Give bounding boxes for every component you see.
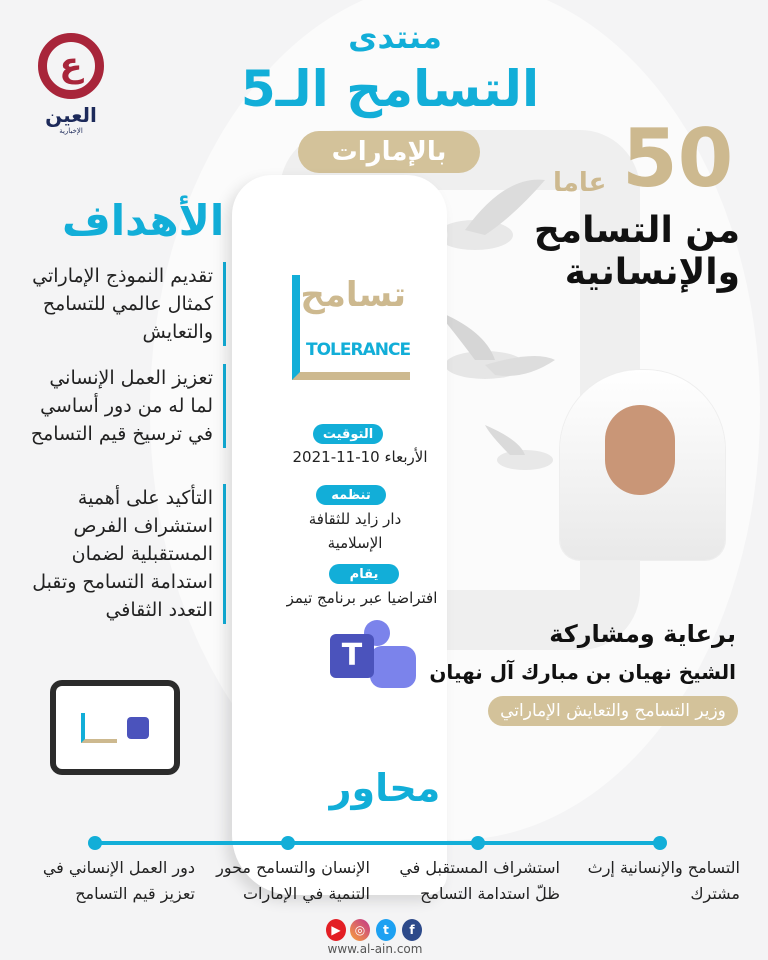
instagram-icon[interactable]: ◎ bbox=[350, 919, 370, 941]
anniversary-line2: والإنسانية bbox=[564, 252, 740, 293]
tolerance-logo-text: TOLERANCE bbox=[306, 340, 411, 360]
logo-mark: ع bbox=[38, 33, 104, 99]
anniversary-line1: من التسامح bbox=[533, 210, 740, 251]
youtube-icon[interactable]: ▶ bbox=[326, 919, 346, 941]
tablet-image bbox=[50, 680, 180, 775]
website-link[interactable]: www.al-ain.com bbox=[327, 942, 423, 956]
goals-title: الأهداف bbox=[62, 196, 225, 245]
venue-value: افتراضيا عبر برنامج تيمز bbox=[286, 589, 438, 607]
sponsor-photo bbox=[560, 370, 725, 560]
title-line1: منتدى bbox=[348, 18, 442, 56]
brand-subname: الإخبارية bbox=[59, 127, 83, 135]
sponsor-name: الشيخ نهيان بن مبارك آل نهيان bbox=[429, 660, 736, 684]
goal-item: التأكيد على أهمية استشراف الفرص المستقبلية لضمان استدامة التسامح وتقبل التعدد الثقافي bbox=[26, 484, 226, 624]
timeline-dot bbox=[653, 836, 667, 850]
dove-icon bbox=[480, 425, 570, 485]
timing-label: التوقيت bbox=[313, 424, 383, 444]
goal-item: تعزيز العمل الإنساني لما له من دور أساسي في ترسيخ قيم التسامح bbox=[26, 364, 226, 448]
organizer-label: تنظمه bbox=[316, 485, 386, 505]
venue-label: يقام bbox=[329, 564, 399, 584]
teams-icon bbox=[330, 618, 420, 690]
twitter-icon[interactable]: t bbox=[376, 919, 396, 941]
title-pill: بالإمارات bbox=[298, 131, 480, 173]
brand-logo bbox=[36, 33, 106, 135]
teams-letter: T bbox=[330, 634, 374, 678]
anniversary-number: 50 bbox=[622, 112, 734, 205]
sponsor-role: وزير التسامح والتعايش الإماراتي bbox=[488, 696, 738, 726]
title-line2: التسامح الـ5 bbox=[240, 60, 540, 118]
goal-item: تقديم النموذج الإماراتي كمثال عالمي للتسامح والتعايش bbox=[26, 262, 226, 346]
tablet-teams-icon bbox=[127, 717, 149, 739]
axis-item: استشراف المستقبل في ظلّ استدامة التسامح bbox=[399, 858, 560, 903]
tablet-tolerance-logo bbox=[81, 713, 117, 743]
timeline-dot bbox=[471, 836, 485, 850]
facebook-icon[interactable]: f bbox=[402, 919, 422, 941]
sponsor-title: برعاية ومشاركة bbox=[549, 620, 736, 648]
timeline-dot bbox=[88, 836, 102, 850]
axes-title: محاور bbox=[329, 766, 441, 810]
timing-value: الأربعاء 10-11-2021 bbox=[292, 448, 428, 466]
axis-item: دور العمل الإنساني في تعزيز قيم التسامح bbox=[42, 858, 195, 903]
axis-item: الإنسان والتسامح محور التنمية في الإمارات bbox=[216, 858, 370, 903]
axis-item: التسامح والإنسانية إرث مشترك bbox=[587, 858, 740, 903]
brand-name: العين bbox=[45, 103, 97, 127]
organizer-value: دار زايد للثقافة الإسلامية bbox=[308, 510, 402, 552]
tolerance-logo bbox=[292, 275, 410, 380]
timeline-dot bbox=[281, 836, 295, 850]
tolerance-logo-arabic: تسامح bbox=[300, 275, 406, 315]
timeline-line bbox=[95, 841, 660, 845]
anniversary-unit: عاما bbox=[553, 168, 607, 198]
